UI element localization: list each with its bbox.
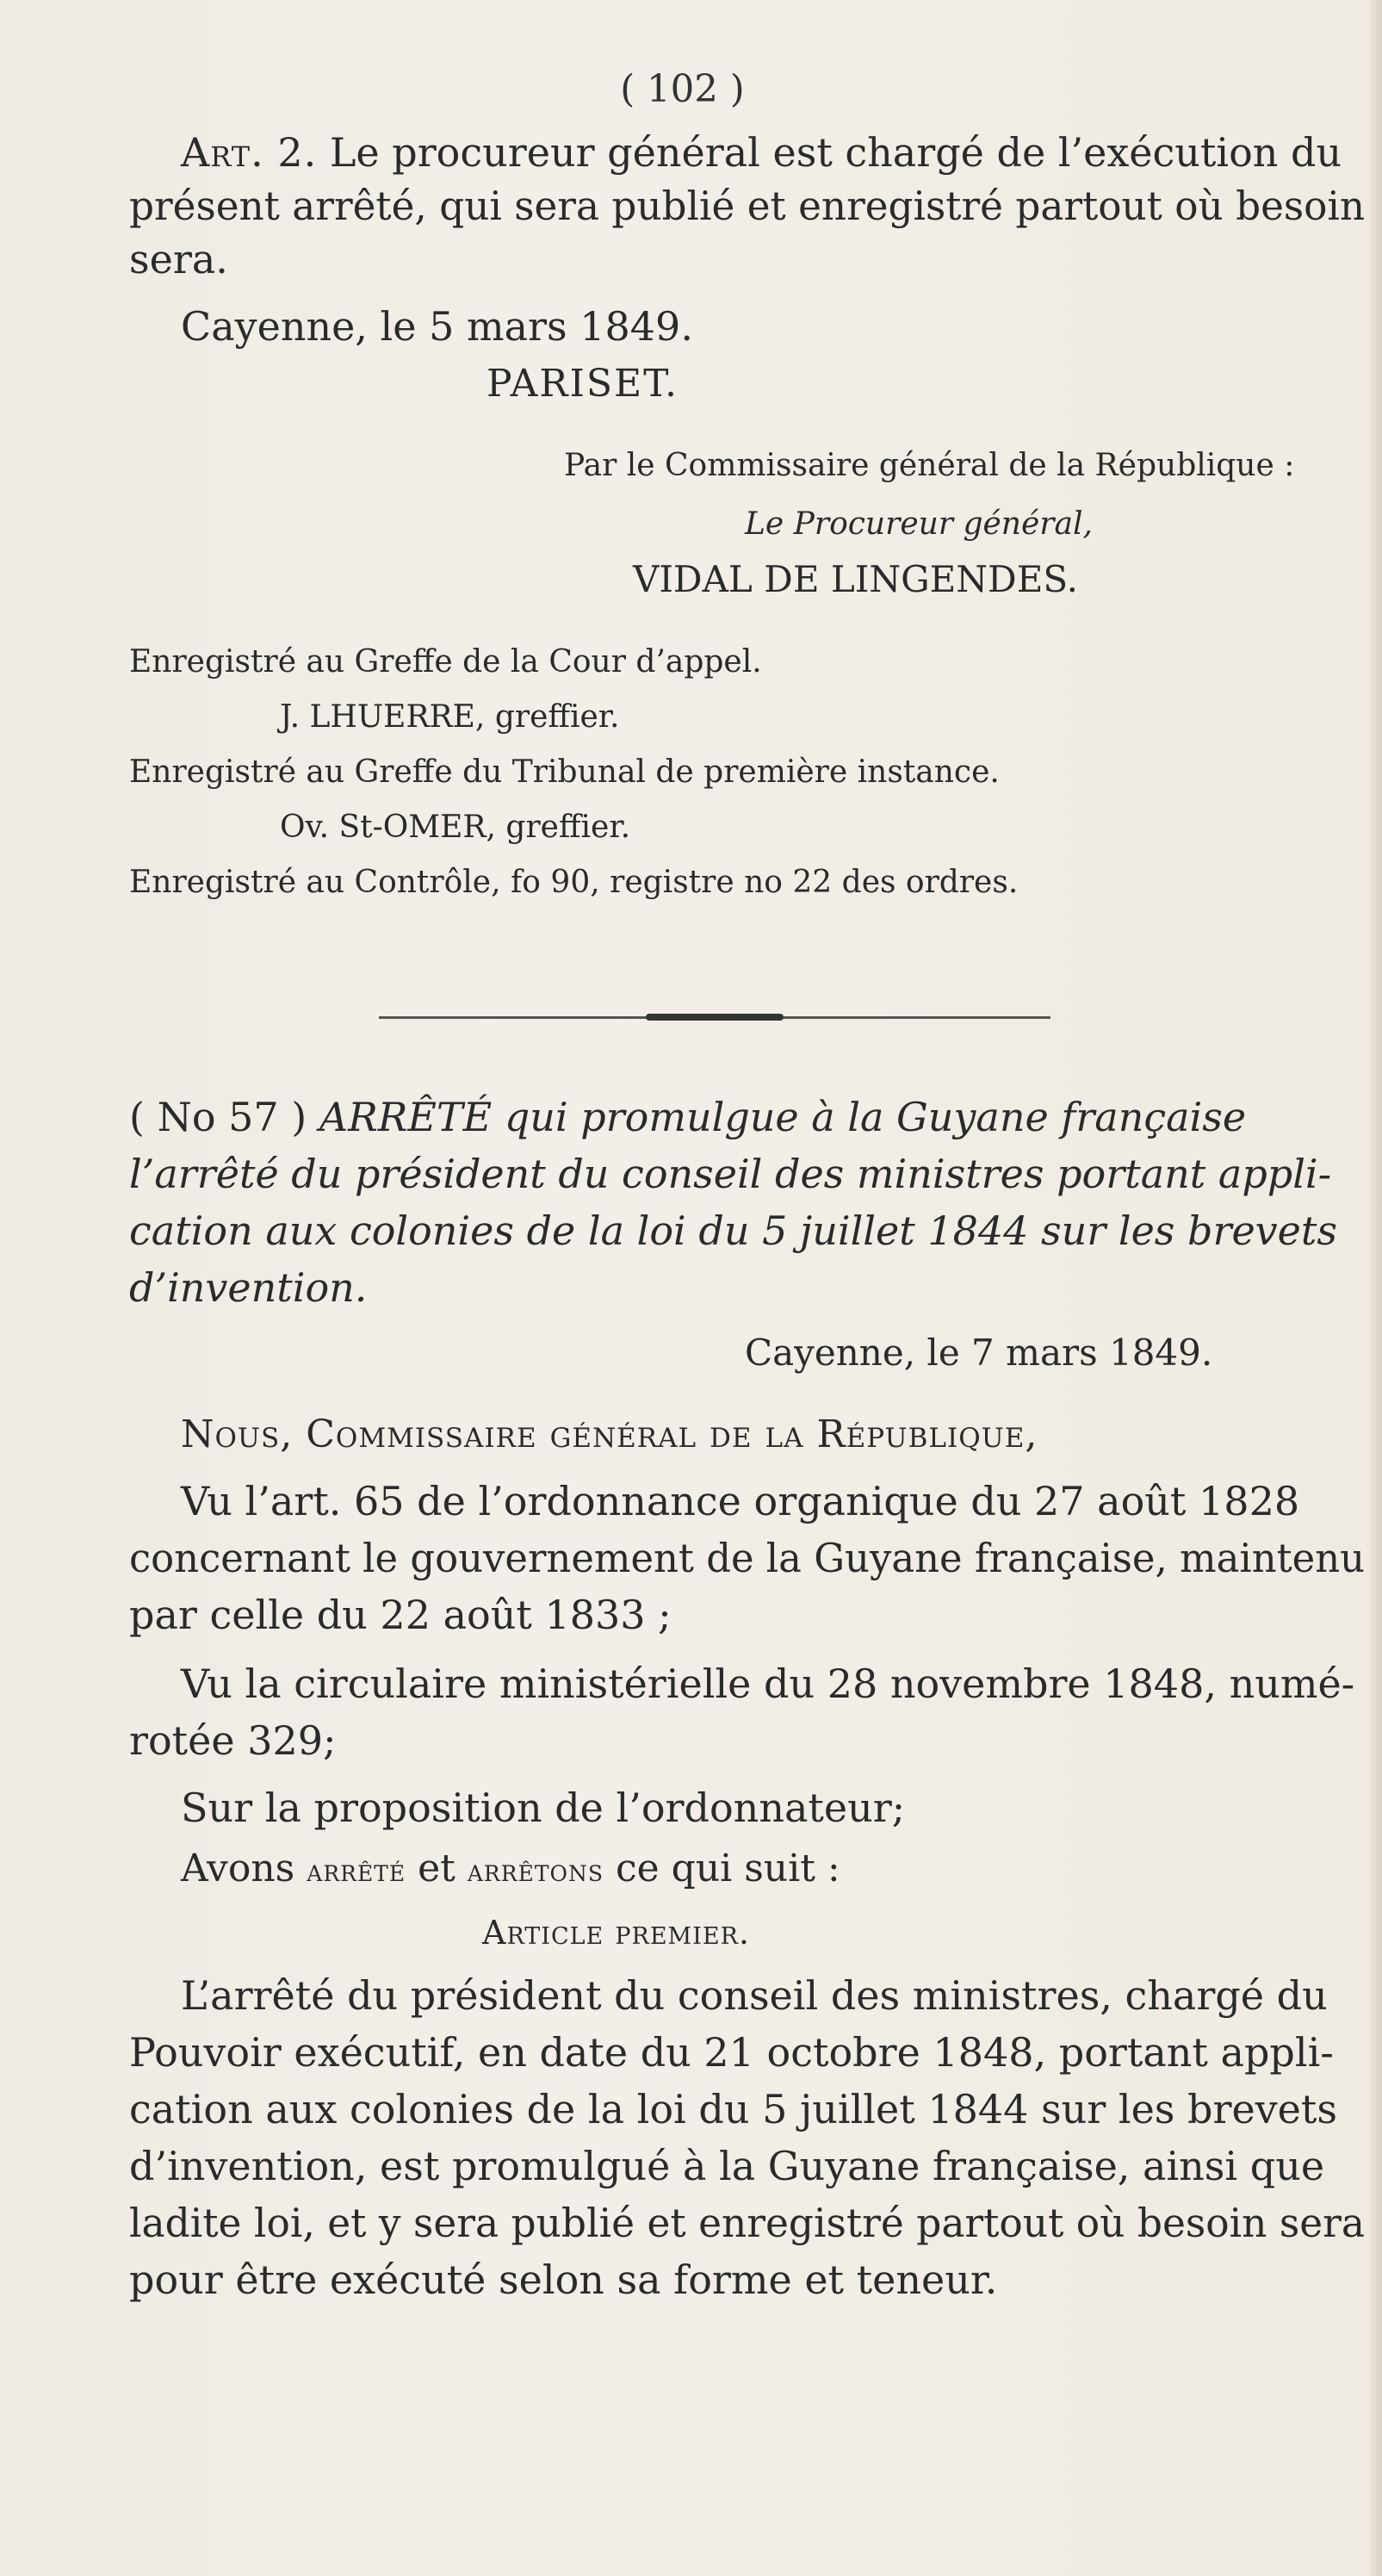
vu2-line1: Vu la circulaire ministérielle du 28 novembre 1848, numé- (181, 1660, 1355, 1707)
nous-line: Nous, Commissaire général de la République, (181, 1412, 1038, 1456)
article-text-line3: cation aux colonies de la loi du 5 juillet 1844 sur les brevets (129, 2086, 1337, 2132)
arrete-heading-line4: d’invention. (129, 1264, 368, 1311)
avons-line (181, 1847, 840, 1890)
arrete-heading-line3: cation aux colonies de la loi du 5 juillet 1844 sur les brevets (129, 1207, 1337, 1254)
arrete-word: arrêté (307, 1853, 406, 1889)
registration-4: Ov. St-OMER, greffier. (280, 810, 631, 845)
art2-label: Art. 2. (181, 129, 318, 176)
vu1-line3: par celle du 22 août 1833 ; (129, 1592, 672, 1638)
by-commissioner-line: Par le Commissaire général de la République : (564, 448, 1295, 483)
page-number: ( 102 ) (620, 67, 745, 111)
art2-line1 (181, 129, 1342, 176)
article-text-line2: Pouvoir exécutif, en date du 21 octobre 1848, portant appli- (129, 2029, 1334, 2076)
art2-line3: sera. (129, 236, 228, 282)
place-date-2: Cayenne, le 7 mars 1849. (745, 1331, 1213, 1374)
sur-la-proposition: Sur la proposition de l’ordonnateur; (181, 1785, 906, 1831)
arrete-number: ( No 57 ) (129, 1094, 307, 1140)
avons-rest: ce qui suit : (616, 1847, 840, 1890)
registration-3: Enregistré au Greffe du Tribunal de première instance. (129, 754, 1000, 790)
article-text-line1: L’arrêté du président du conseil des ministres, chargé du (181, 1972, 1328, 2019)
avons-word: Avons (181, 1847, 295, 1890)
et-word: et (418, 1847, 456, 1890)
art2-line2: présent arrêté, qui sera publié et enregistré partout où besoin (129, 183, 1366, 229)
article-premier-heading: Article premier. (482, 1914, 750, 1952)
page-edge (1370, 0, 1382, 2576)
registration-1: Enregistré au Greffe de la Cour d’appel. (129, 644, 762, 680)
place-date-1: Cayenne, le 5 mars 1849. (181, 303, 693, 350)
vu2-line2: rotée 329; (129, 1717, 337, 1764)
separator-ornament (646, 1014, 784, 1021)
article-text-line4: d’invention, est promulgué à la Guyane française, ainsi que (129, 2143, 1325, 2189)
registration-5: Enregistré au Contrôle, fo 90, registre no 22 des ordres. (129, 865, 1019, 900)
procureur-title: Le Procureur général, (745, 506, 1093, 542)
procureur-name: VIDAL DE LINGENDES. (633, 558, 1079, 600)
article-text-line6: pour être exécuté selon sa forme et teneur. (129, 2256, 998, 2303)
arrete-heading-line2: l’arrêté du président du conseil des ministres portant appli- (129, 1151, 1332, 1197)
registration-2: J. LHUERRE, greffier. (280, 699, 620, 735)
vu1-line1: Vu l’art. 65 de l’ordonnance organique du 27 août 1828 (181, 1478, 1300, 1524)
article-text-line5: ladite loi, et y sera publié et enregistré partout où besoin sera (129, 2200, 1365, 2246)
art2-line1-text: Le procureur général est chargé de l’exécution du (329, 129, 1342, 176)
signature-pariset: PARISET. (486, 362, 679, 406)
arretons-word: arrêtons (467, 1853, 604, 1889)
arrete-heading-line1 (129, 1094, 1246, 1140)
arrete-title-start: ARRÊTÉ qui promulgue à la Guyane française (319, 1094, 1247, 1140)
vu1-line2: concernant le gouvernement de la Guyane française, maintenu (129, 1535, 1366, 1581)
